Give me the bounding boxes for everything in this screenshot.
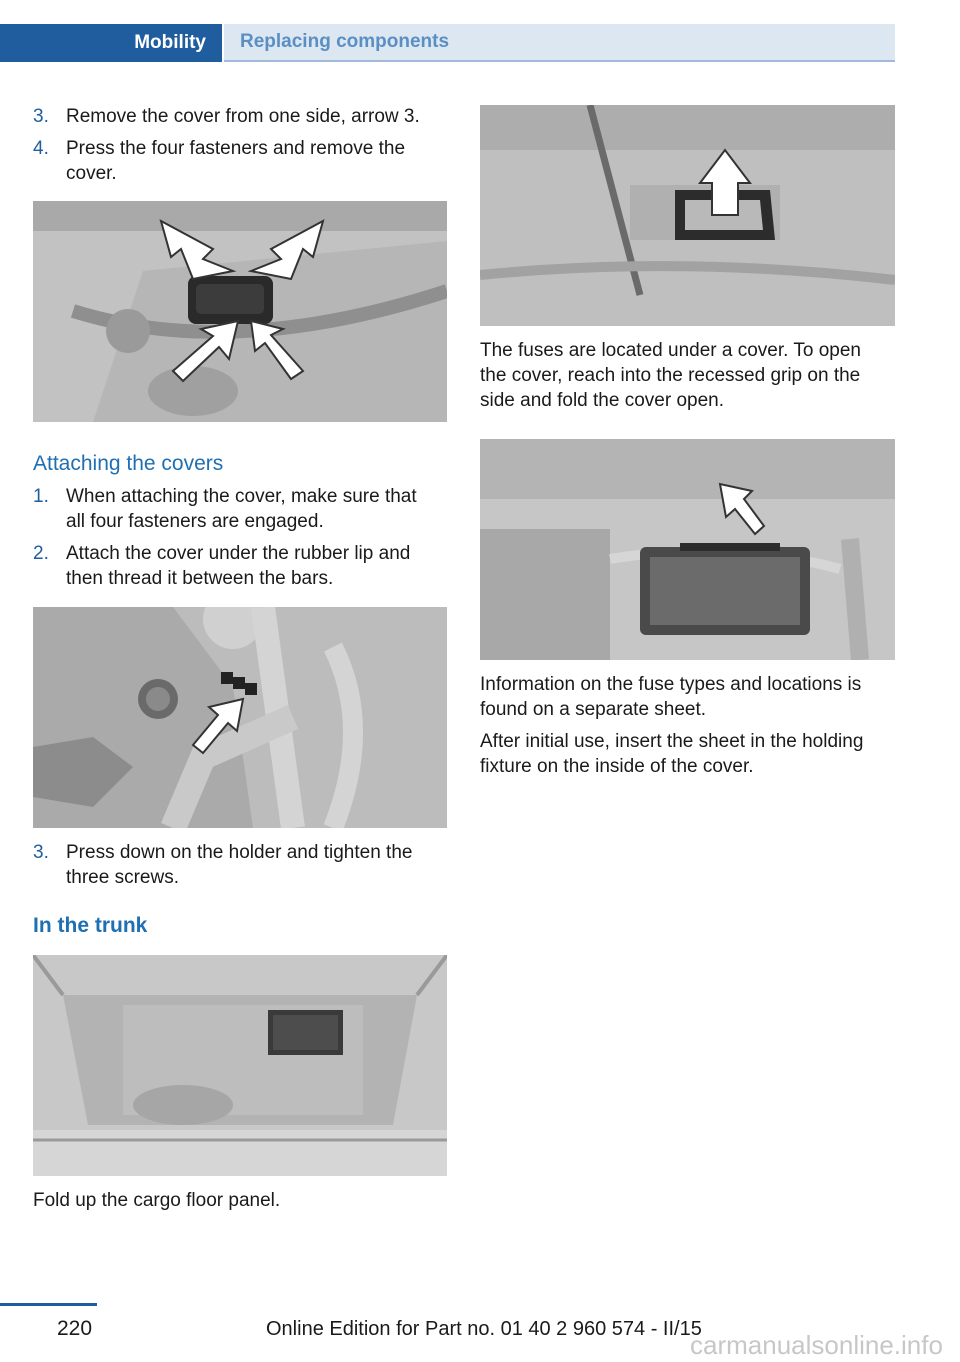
step-text: three screws. bbox=[66, 867, 179, 888]
holder-photo bbox=[33, 607, 447, 828]
watermark: carmanualsonline.info bbox=[690, 1330, 943, 1360]
step-text: Press the four fasteners and remove the bbox=[66, 138, 406, 159]
step-number: 3. bbox=[33, 842, 49, 863]
step-number: 1. bbox=[33, 486, 49, 507]
step-text: cover. bbox=[66, 163, 117, 184]
fuse-box-photo bbox=[480, 439, 895, 660]
footer-rule bbox=[0, 1303, 97, 1306]
section-heading: In the trunk bbox=[33, 914, 148, 937]
paragraph-line: The fuses are located under a cover. To open bbox=[480, 340, 861, 361]
paragraph-line: fixture on the inside of the cover. bbox=[480, 756, 754, 777]
edition-text: Online Edition for Part no. 01 40 2 960 574 - II/15 bbox=[266, 1318, 702, 1340]
step-text: all four fasteners are engaged. bbox=[66, 511, 324, 532]
paragraph-line: After initial use, insert the sheet in the holding bbox=[480, 731, 864, 752]
step-number: 2. bbox=[33, 543, 49, 564]
step-text: Attach the cover under the rubber lip and bbox=[66, 543, 411, 564]
instruction-text: Fold up the cargo floor panel. bbox=[33, 1190, 281, 1211]
paragraph-line: Information on the fuse types and locations is bbox=[480, 674, 862, 695]
cover-fasteners-photo bbox=[33, 201, 447, 422]
paragraph-line: side and fold the cover open. bbox=[480, 390, 725, 411]
subsection-tab: Replacing components bbox=[224, 24, 895, 62]
step-text: When attaching the cover, make sure that bbox=[66, 486, 417, 507]
step-number: 4. bbox=[33, 138, 49, 159]
section-tab: Mobility bbox=[0, 24, 222, 62]
step-text: then thread it between the bars. bbox=[66, 568, 334, 589]
step-text: Press down on the holder and tighten the bbox=[66, 842, 413, 863]
paragraph-line: the cover, reach into the recessed grip on the bbox=[480, 365, 861, 386]
step-number: 3. bbox=[33, 106, 49, 127]
step-text: Remove the cover from one side, arrow 3. bbox=[66, 106, 420, 127]
cargo-floor-photo bbox=[480, 105, 895, 326]
trunk-photo bbox=[33, 955, 447, 1176]
paragraph-line: found on a separate sheet. bbox=[480, 699, 707, 720]
page-number: 220 bbox=[57, 1317, 93, 1340]
page-header bbox=[0, 24, 895, 62]
section-heading: Attaching the covers bbox=[33, 452, 224, 475]
